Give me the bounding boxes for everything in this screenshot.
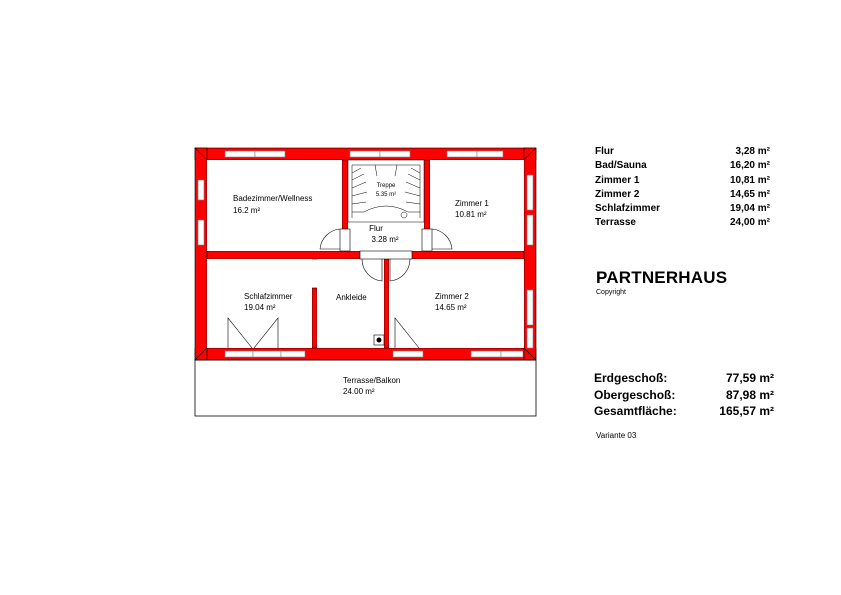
area-row: Zimmer 2 14,65 m² bbox=[595, 188, 770, 200]
room-flur-name: Flur bbox=[369, 224, 383, 233]
totals-table bbox=[594, 370, 774, 420]
room-bad-area: 16.2 m² bbox=[233, 206, 261, 215]
area-row: Terrasse 24,00 m² bbox=[595, 217, 770, 229]
room-treppe-name: Treppe bbox=[376, 183, 396, 189]
room-zimmer2-area: 14.65 m² bbox=[435, 303, 467, 312]
area-row: Zimmer 1 10,81 m² bbox=[595, 174, 770, 186]
area-table bbox=[595, 145, 770, 231]
room-flur-area: 3.28 m² bbox=[371, 235, 399, 244]
room-schlaf-area: 19.04 m² bbox=[244, 303, 276, 312]
room-zimmer2-name: Zimmer 2 bbox=[435, 292, 469, 301]
top-windows bbox=[225, 151, 503, 157]
area-row: Schlafzimmer 19,04 m² bbox=[595, 203, 770, 215]
room-zimmer1-area: 10.81 m² bbox=[455, 210, 487, 219]
area-row: Bad/Sauna 16,20 m² bbox=[595, 160, 770, 172]
room-terrasse-area: 24.00 m² bbox=[343, 387, 375, 396]
copyright-label: Copyright bbox=[596, 289, 626, 296]
room-bad-name: Badezimmer/Wellness bbox=[233, 194, 313, 203]
area-row: Flur 3,28 m² bbox=[595, 146, 770, 157]
room-ankleide-name: Ankleide bbox=[336, 293, 367, 302]
staircase bbox=[348, 160, 424, 222]
room-terrasse-name: Terrasse/Balkon bbox=[343, 376, 401, 385]
brand-title: PARTNERHAUS bbox=[596, 268, 728, 287]
total-row: Erdgeschoß: 77,59 m² bbox=[594, 371, 774, 385]
room-treppe-area: 5.35 m² bbox=[375, 192, 397, 198]
room-zimmer1-name: Zimmer 1 bbox=[455, 199, 489, 208]
variant-label: Variante 03 bbox=[596, 431, 637, 440]
total-row: Obergeschoß: 87,98 m² bbox=[594, 387, 774, 402]
room-schlaf-name: Schlafzimmer bbox=[244, 292, 293, 301]
shaft bbox=[374, 335, 384, 345]
total-row: Gesamtfläche: 165,57 m² bbox=[594, 404, 774, 418]
